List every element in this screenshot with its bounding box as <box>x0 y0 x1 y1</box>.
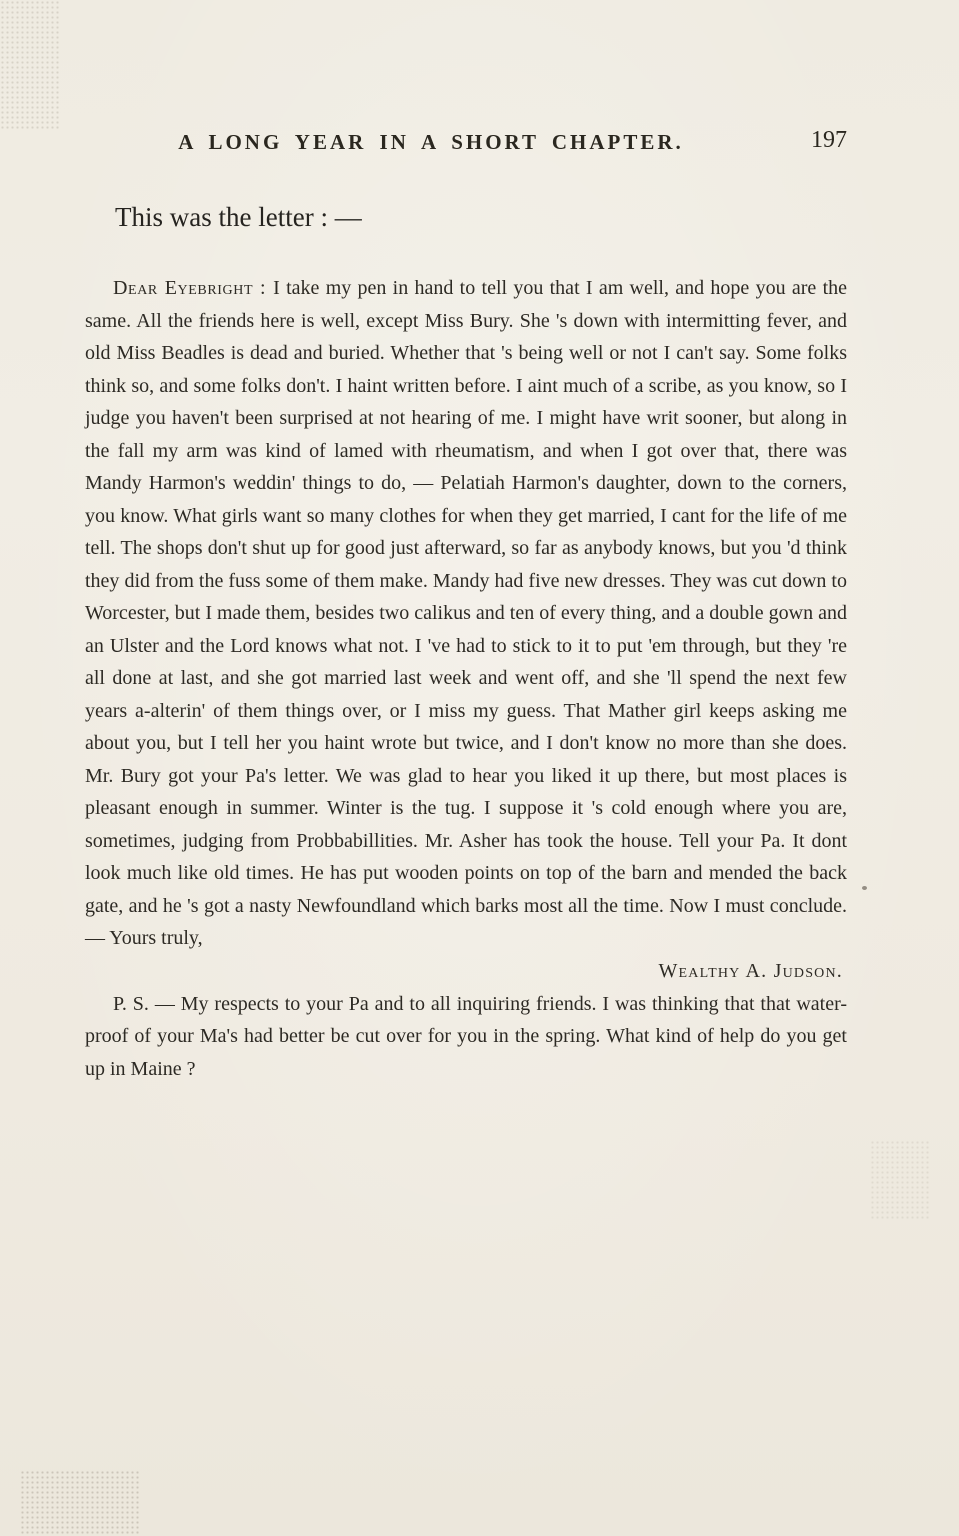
intro-line: This was the letter : — <box>115 202 362 232</box>
scan-noise-bottom-left <box>20 1470 140 1536</box>
page-header <box>85 127 847 160</box>
letter-body <box>85 272 847 955</box>
chapter-title: A LONG YEAR IN A SHORT CHAPTER. <box>178 130 684 154</box>
letter-signature: Wealthy A. Judson. <box>658 959 843 982</box>
scan-noise-right <box>870 1140 930 1220</box>
page-number: 197 <box>811 127 847 153</box>
letter-postscript: P. S. — My respects to your Pa and to all inquiring friends. I was thinking that that water-proof of your Ma's had better be cut over for you in the spring. What kind of help do you get up in Maine ? <box>85 992 847 1080</box>
letter-text: I take my pen in hand to tell you that I am well, and hope you are the same. All the friends here is well, except Miss Bury. She 's down with intermitting fever, and old Miss Beadles is dead and buried. Whether that 's being well or not I can't say. Some folks think so, and some folks don't. I haint written before. I aint much of a scribe, as you know, so I judge you haven't been surprised at not hearing of me. I might have writ sooner, but along in the fall my arm was kind of lamed with rheumatism, and when I got over that, there was Mandy Harmon's weddin' things to do, — Pelatiah Harmon's daughter, down to the corners, you know. What girls want so many clothes for when they get married, I cant for the life of me tell. The shops don't shut up for good just afterward, so far as anybody knows, but you 'd think they did from the fuss some of them make. Mandy had five new dresses. They was cut down to Worcester, but I made them, besides two calikus and ten of every thing, and a double gown and an Ulster and the Lord knows what not. I 've had to stick to it to put 'em through, but they 're all done at last, and she got married last week and went off, and she 'll spend the next few years a-alterin' of them things over, or I miss my guess. That Mather girl keeps asking me about you, but I tell her you haint wrote but twice, and I don't know no more than she does. Mr. Bury got your Pa's letter. We was glad to hear you liked it up there, but most places is pleasant enough in summer. Winter is the tug. I suppose it 's cold enough where you are, sometimes, judging from Probbabillities. Mr. Asher has took the house. Tell your Pa. It dont look much like old times. He has put wooden points on top of the barn and mended the back gate, and he 's got a nasty Newfoundland which barks most all the time. Now I must conclude. — Yours truly, <box>85 277 847 949</box>
scan-noise-top-left <box>0 0 60 130</box>
letter-salutation: Dear Eyebright : <box>113 277 267 299</box>
scan-speck <box>862 886 867 890</box>
page-text-block <box>85 200 847 1085</box>
